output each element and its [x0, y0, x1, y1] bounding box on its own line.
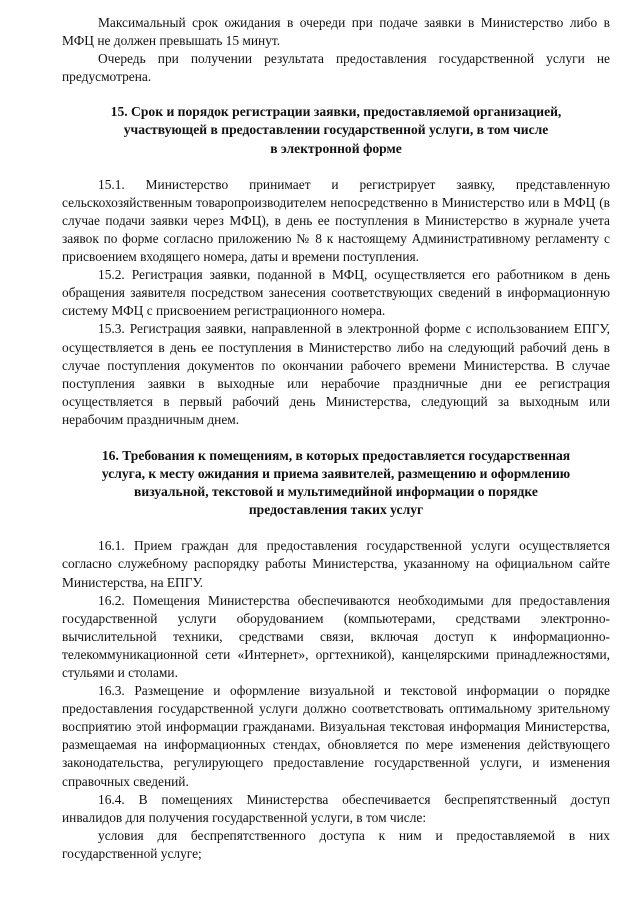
paragraph-15-3: 15.3. Регистрация заявки, направленной в электронной форме с использованием ЕПГУ, осуществляется в день ее поступления в Министерство либо на следующий рабочий день в случае поступления документов по окончании рабочего времени Министерства. В случае поступления заявки в выходные или нерабочие праздничные дни ее регистрация осуществляется в первый рабочий день Министерства, следующий за выходным или нерабочим праздничным днем.: [62, 321, 610, 427]
paragraph-15-2: 15.2. Регистрация заявки, поданной в МФЦ, осуществляется его работником в день обращения заявителя посредством занесения соответствующих сведений в информационную систему МФЦ с присвоением регистрационного номера.: [62, 267, 610, 319]
heading-line: услуга, к месту ожидания и приема заявителей, размещению и оформлению: [101, 466, 571, 482]
heading-line: 16. Требования к помещениям, в которых предоставляется государственная: [101, 447, 571, 463]
paragraph-16-4: 16.4. В помещениях Министерства обеспечивается беспрепятственный доступ инвалидов для получения государственной услуги, в том числе:: [62, 791, 610, 825]
heading-line: предоставления таких услуг: [248, 502, 424, 518]
paragraph-16-3: 16.3. Размещение и оформление визуальной и текстовой информации о порядке предоставления государственной услуги должно соответствовать оптимальному зрительному восприятию этой информации гражданами. Визуальная текстовая информация Министерства, размещаемая на информационных стендах, обновляется по мере изменения действующего законодательства, регулирующего предоставление государственной услуги, и изменения справочных сведений.: [62, 683, 610, 789]
heading-line: 15. Срок и порядок регистрации заявки, предоставляемой организацией,: [110, 104, 562, 120]
paragraph-16-1: 16.1. Прием граждан для предоставления государственной услуги осуществляется согласно служебному распорядку работы Министерства, указанному на официальном сайте Министерства, на ЕПГУ.: [62, 538, 610, 590]
paragraph-16-4-conditions: условия для беспрепятственного доступа к ним и предоставляемой в них государственной услуге;: [62, 827, 610, 861]
document-page: [62, 14, 610, 863]
section-15-heading: [62, 103, 610, 157]
paragraph-queue-result: Очередь при получении результата предоставления государственной услуги не предусмотрена.: [62, 51, 610, 85]
paragraph-15-1: 15.1. Министерство принимает и регистрирует заявку, представленную сельскохозяйственным товаропроизводителем непосредственно в Министерство или в МФЦ (в случае подачи заявки через МФЦ), в день ее поступления в Министерство в журнале учета заявок по форме согласно приложению № 8 к настоящему Административному регламенту с присвоением входящего номера, даты и времени поступления.: [62, 176, 610, 265]
paragraph-16-2: 16.2. Помещения Министерства обеспечиваются необходимыми для предоставления государственной услуги оборудованием (компьютерами, средствами электронно-вычислительной техники, средствами связи, включая доступ к информационно-телекоммуникационной сети «Интернет», оргтехникой), канцелярскими принадлежностями, стульями и столами.: [62, 592, 610, 680]
heading-line: визуальной, текстовой и мультимедийной информации о порядке: [134, 484, 538, 500]
paragraph-max-wait: Максимальный срок ожидания в очереди при подаче заявки в Министерство либо в МФЦ не должен превышать 15 минут.: [62, 15, 610, 49]
heading-line: участвующей в предоставлении государственной услуги, в том числе: [123, 122, 549, 138]
section-16-heading: [62, 447, 610, 519]
heading-line: в электронной форме: [270, 140, 402, 156]
